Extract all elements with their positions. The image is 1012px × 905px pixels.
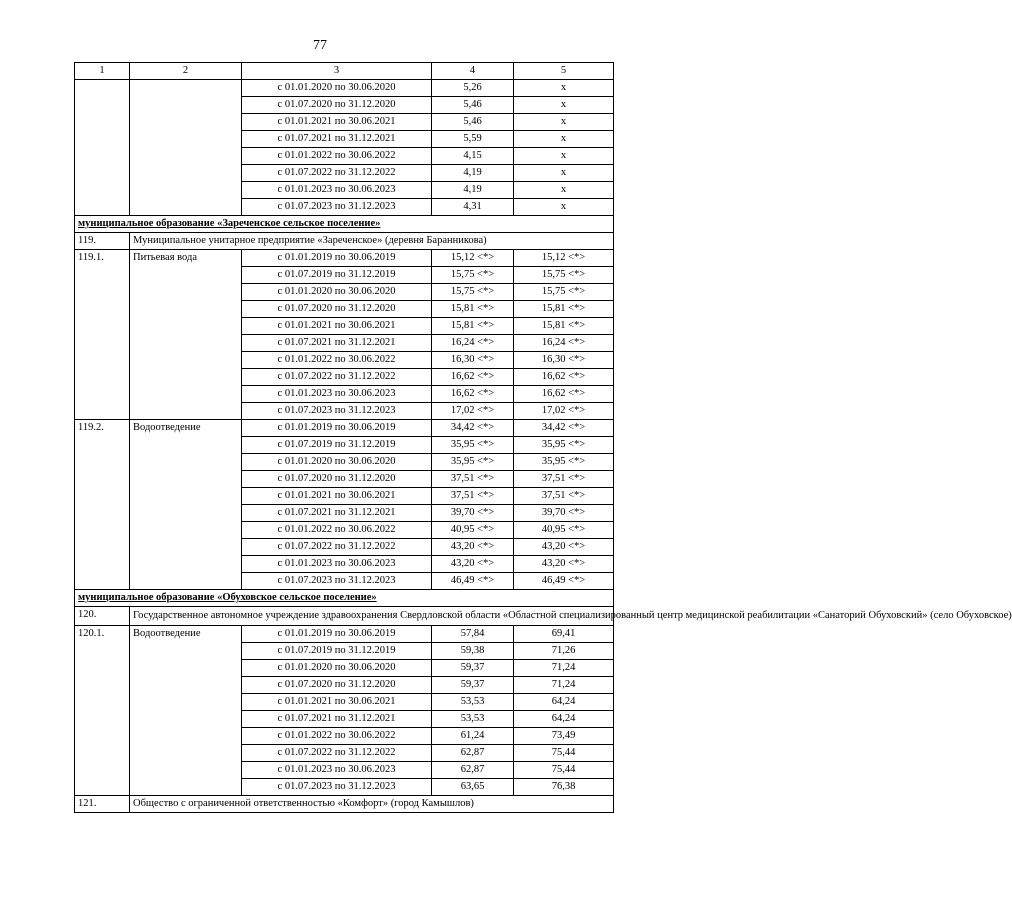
- header-col-2: 2: [130, 63, 242, 80]
- tariff-cell: 4,15: [432, 148, 514, 165]
- tariff-vat-cell: х: [514, 182, 614, 199]
- tariff-cell: 37,51 <*>: [432, 488, 514, 505]
- period-cell: с 01.07.2022 по 31.12.2022: [242, 369, 432, 386]
- period-cell: с 01.01.2021 по 30.06.2021: [242, 694, 432, 711]
- tariff-vat-cell: 16,24 <*>: [514, 335, 614, 352]
- period-cell: с 01.01.2021 по 30.06.2021: [242, 318, 432, 335]
- tariff-cell: 15,75 <*>: [432, 267, 514, 284]
- tariff-vat-cell: 34,42 <*>: [514, 420, 614, 437]
- tariff-cell: 5,46: [432, 97, 514, 114]
- tariff-vat-cell: 35,95 <*>: [514, 454, 614, 471]
- period-cell: с 01.07.2021 по 31.12.2021: [242, 711, 432, 728]
- tariff-cell: 5,46: [432, 114, 514, 131]
- tariff-cell: 15,75 <*>: [432, 284, 514, 301]
- organization-name: Государственное автономное учреждение здравоохранения Свердловской области «Областной специализированный центр медицинской реабилитации «Санаторий Обуховский» (село Обуховское): [130, 607, 614, 626]
- header-col-3: 3: [242, 63, 432, 80]
- tariff-cell: 53,53: [432, 711, 514, 728]
- organization-number: 121.: [75, 796, 130, 813]
- tariff-cell: 39,70 <*>: [432, 505, 514, 522]
- period-cell: с 01.01.2023 по 30.06.2023: [242, 386, 432, 403]
- section-row: [75, 590, 614, 607]
- tariff-cell: 15,81 <*>: [432, 301, 514, 318]
- section-title-zarechenskoe: муниципальное образование «Зареченское сельское поселение»: [75, 216, 614, 233]
- header-col-4: 4: [432, 63, 514, 80]
- tariff-cell: 43,20 <*>: [432, 556, 514, 573]
- tariff-vat-cell: 15,75 <*>: [514, 267, 614, 284]
- tariff-cell: 59,38: [432, 643, 514, 660]
- tariff-vat-cell: 43,20 <*>: [514, 556, 614, 573]
- tariff-cell: 15,12 <*>: [432, 250, 514, 267]
- service-name: [130, 80, 242, 216]
- tariff-vat-cell: 40,95 <*>: [514, 522, 614, 539]
- tariff-vat-cell: 71,24: [514, 660, 614, 677]
- period-cell: с 01.07.2019 по 31.12.2019: [242, 437, 432, 454]
- tariff-cell: 37,51 <*>: [432, 471, 514, 488]
- period-cell: с 01.07.2020 по 31.12.2020: [242, 97, 432, 114]
- header-col-5: 5: [514, 63, 614, 80]
- period-cell: с 01.07.2019 по 31.12.2019: [242, 643, 432, 660]
- tariff-vat-cell: 15,12 <*>: [514, 250, 614, 267]
- period-cell: с 01.01.2021 по 30.06.2021: [242, 488, 432, 505]
- tariff-vat-cell: х: [514, 80, 614, 97]
- period-cell: с 01.01.2023 по 30.06.2023: [242, 762, 432, 779]
- table-row: [75, 250, 614, 267]
- organization-number: 119.: [75, 233, 130, 250]
- tariff-vat-cell: х: [514, 97, 614, 114]
- period-cell: с 01.07.2023 по 31.12.2023: [242, 403, 432, 420]
- tariff-vat-cell: х: [514, 165, 614, 182]
- tariff-vat-cell: 69,41: [514, 626, 614, 643]
- tariff-cell: 59,37: [432, 660, 514, 677]
- period-cell: с 01.07.2020 по 31.12.2020: [242, 471, 432, 488]
- tariff-cell: 57,84: [432, 626, 514, 643]
- organization-name: Муниципальное унитарное предприятие «Зареченское» (деревня Баранникова): [130, 233, 614, 250]
- organization-row: [75, 233, 614, 250]
- period-cell: с 01.07.2021 по 31.12.2021: [242, 505, 432, 522]
- period-cell: с 01.01.2020 по 30.06.2020: [242, 660, 432, 677]
- tariff-cell: 16,24 <*>: [432, 335, 514, 352]
- period-cell: с 01.07.2021 по 31.12.2021: [242, 131, 432, 148]
- period-cell: с 01.01.2022 по 30.06.2022: [242, 728, 432, 745]
- tariff-vat-cell: х: [514, 131, 614, 148]
- tariff-cell: 16,62 <*>: [432, 386, 514, 403]
- item-number: [75, 80, 130, 216]
- period-cell: с 01.01.2019 по 30.06.2019: [242, 250, 432, 267]
- tariff-vat-cell: 37,51 <*>: [514, 488, 614, 505]
- period-cell: с 01.07.2023 по 31.12.2023: [242, 573, 432, 590]
- tariff-cell: 62,87: [432, 762, 514, 779]
- tariff-vat-cell: 15,81 <*>: [514, 318, 614, 335]
- tariff-cell: 34,42 <*>: [432, 420, 514, 437]
- period-cell: с 01.07.2019 по 31.12.2019: [242, 267, 432, 284]
- tariff-vat-cell: 46,49 <*>: [514, 573, 614, 590]
- tariff-vat-cell: 64,24: [514, 694, 614, 711]
- service-name: Питьевая вода: [130, 250, 242, 420]
- table-row: [75, 626, 614, 643]
- period-cell: с 01.01.2022 по 30.06.2022: [242, 148, 432, 165]
- tariff-cell: 4,19: [432, 182, 514, 199]
- tariff-cell: 5,59: [432, 131, 514, 148]
- period-cell: с 01.07.2020 по 31.12.2020: [242, 301, 432, 318]
- period-cell: с 01.07.2022 по 31.12.2022: [242, 165, 432, 182]
- period-cell: с 01.01.2022 по 30.06.2022: [242, 352, 432, 369]
- section-row: [75, 216, 614, 233]
- tariff-cell: 35,95 <*>: [432, 454, 514, 471]
- period-cell: с 01.01.2023 по 30.06.2023: [242, 556, 432, 573]
- period-cell: с 01.01.2020 по 30.06.2020: [242, 80, 432, 97]
- tariff-cell: 4,31: [432, 199, 514, 216]
- organization-name: Общество с ограниченной ответственностью «Комфорт» (город Камышлов): [130, 796, 614, 813]
- tariff-vat-cell: 76,38: [514, 779, 614, 796]
- tariff-vat-cell: х: [514, 199, 614, 216]
- tariff-cell: 15,81 <*>: [432, 318, 514, 335]
- period-cell: с 01.07.2022 по 31.12.2022: [242, 745, 432, 762]
- period-cell: с 01.07.2023 по 31.12.2023: [242, 199, 432, 216]
- tariff-cell: 17,02 <*>: [432, 403, 514, 420]
- tariff-vat-cell: 71,26: [514, 643, 614, 660]
- organization-number: 120.: [75, 607, 130, 626]
- tariff-cell: 62,87: [432, 745, 514, 762]
- tariff-cell: 59,37: [432, 677, 514, 694]
- tariff-cell: 35,95 <*>: [432, 437, 514, 454]
- service-name: Водоотведение: [130, 626, 242, 796]
- tariff-vat-cell: 75,44: [514, 745, 614, 762]
- tariff-cell: 4,19: [432, 165, 514, 182]
- period-cell: с 01.01.2021 по 30.06.2021: [242, 114, 432, 131]
- tariff-table: [74, 62, 1012, 813]
- tariff-vat-cell: 17,02 <*>: [514, 403, 614, 420]
- period-cell: с 01.07.2020 по 31.12.2020: [242, 677, 432, 694]
- tariff-cell: 5,26: [432, 80, 514, 97]
- period-cell: с 01.07.2023 по 31.12.2023: [242, 779, 432, 796]
- tariff-vat-cell: 75,44: [514, 762, 614, 779]
- period-cell: с 01.01.2023 по 30.06.2023: [242, 182, 432, 199]
- header-col-1: 1: [75, 63, 130, 80]
- item-number: 119.2.: [75, 420, 130, 590]
- item-number: 120.1.: [75, 626, 130, 796]
- tariff-vat-cell: 39,70 <*>: [514, 505, 614, 522]
- tariff-vat-cell: 35,95 <*>: [514, 437, 614, 454]
- tariff-cell: 16,30 <*>: [432, 352, 514, 369]
- section-title-obukhovskoe: муниципальное образование «Обуховское сельское поселение»: [75, 590, 614, 607]
- service-name: Водоотведение: [130, 420, 242, 590]
- tariff-vat-cell: 64,24: [514, 711, 614, 728]
- table-header-row: [75, 63, 614, 80]
- period-cell: с 01.01.2020 по 30.06.2020: [242, 454, 432, 471]
- tariff-vat-cell: 16,62 <*>: [514, 386, 614, 403]
- tariff-vat-cell: х: [514, 148, 614, 165]
- item-number: 119.1.: [75, 250, 130, 420]
- tariff-cell: 63,65: [432, 779, 514, 796]
- tariff-cell: 16,62 <*>: [432, 369, 514, 386]
- table-row: [75, 420, 614, 437]
- tariff-cell: 61,24: [432, 728, 514, 745]
- period-cell: с 01.07.2021 по 31.12.2021: [242, 335, 432, 352]
- tariff-vat-cell: х: [514, 114, 614, 131]
- organization-row: [75, 607, 614, 626]
- page-number: 77: [313, 38, 327, 53]
- tariff-cell: 40,95 <*>: [432, 522, 514, 539]
- period-cell: с 01.01.2022 по 30.06.2022: [242, 522, 432, 539]
- tariff-vat-cell: 16,30 <*>: [514, 352, 614, 369]
- tariff-cell: 46,49 <*>: [432, 573, 514, 590]
- tariff-cell: 53,53: [432, 694, 514, 711]
- tariff-cell: 43,20 <*>: [432, 539, 514, 556]
- tariff-vat-cell: 15,81 <*>: [514, 301, 614, 318]
- tariff-vat-cell: 15,75 <*>: [514, 284, 614, 301]
- tariff-vat-cell: 71,24: [514, 677, 614, 694]
- tariff-vat-cell: 73,49: [514, 728, 614, 745]
- tariff-vat-cell: 43,20 <*>: [514, 539, 614, 556]
- period-cell: с 01.01.2019 по 30.06.2019: [242, 626, 432, 643]
- tariff-vat-cell: 16,62 <*>: [514, 369, 614, 386]
- period-cell: с 01.07.2022 по 31.12.2022: [242, 539, 432, 556]
- table-row: [75, 80, 614, 97]
- period-cell: с 01.01.2020 по 30.06.2020: [242, 284, 432, 301]
- tariff-vat-cell: 37,51 <*>: [514, 471, 614, 488]
- period-cell: с 01.01.2019 по 30.06.2019: [242, 420, 432, 437]
- organization-row: [75, 796, 614, 813]
